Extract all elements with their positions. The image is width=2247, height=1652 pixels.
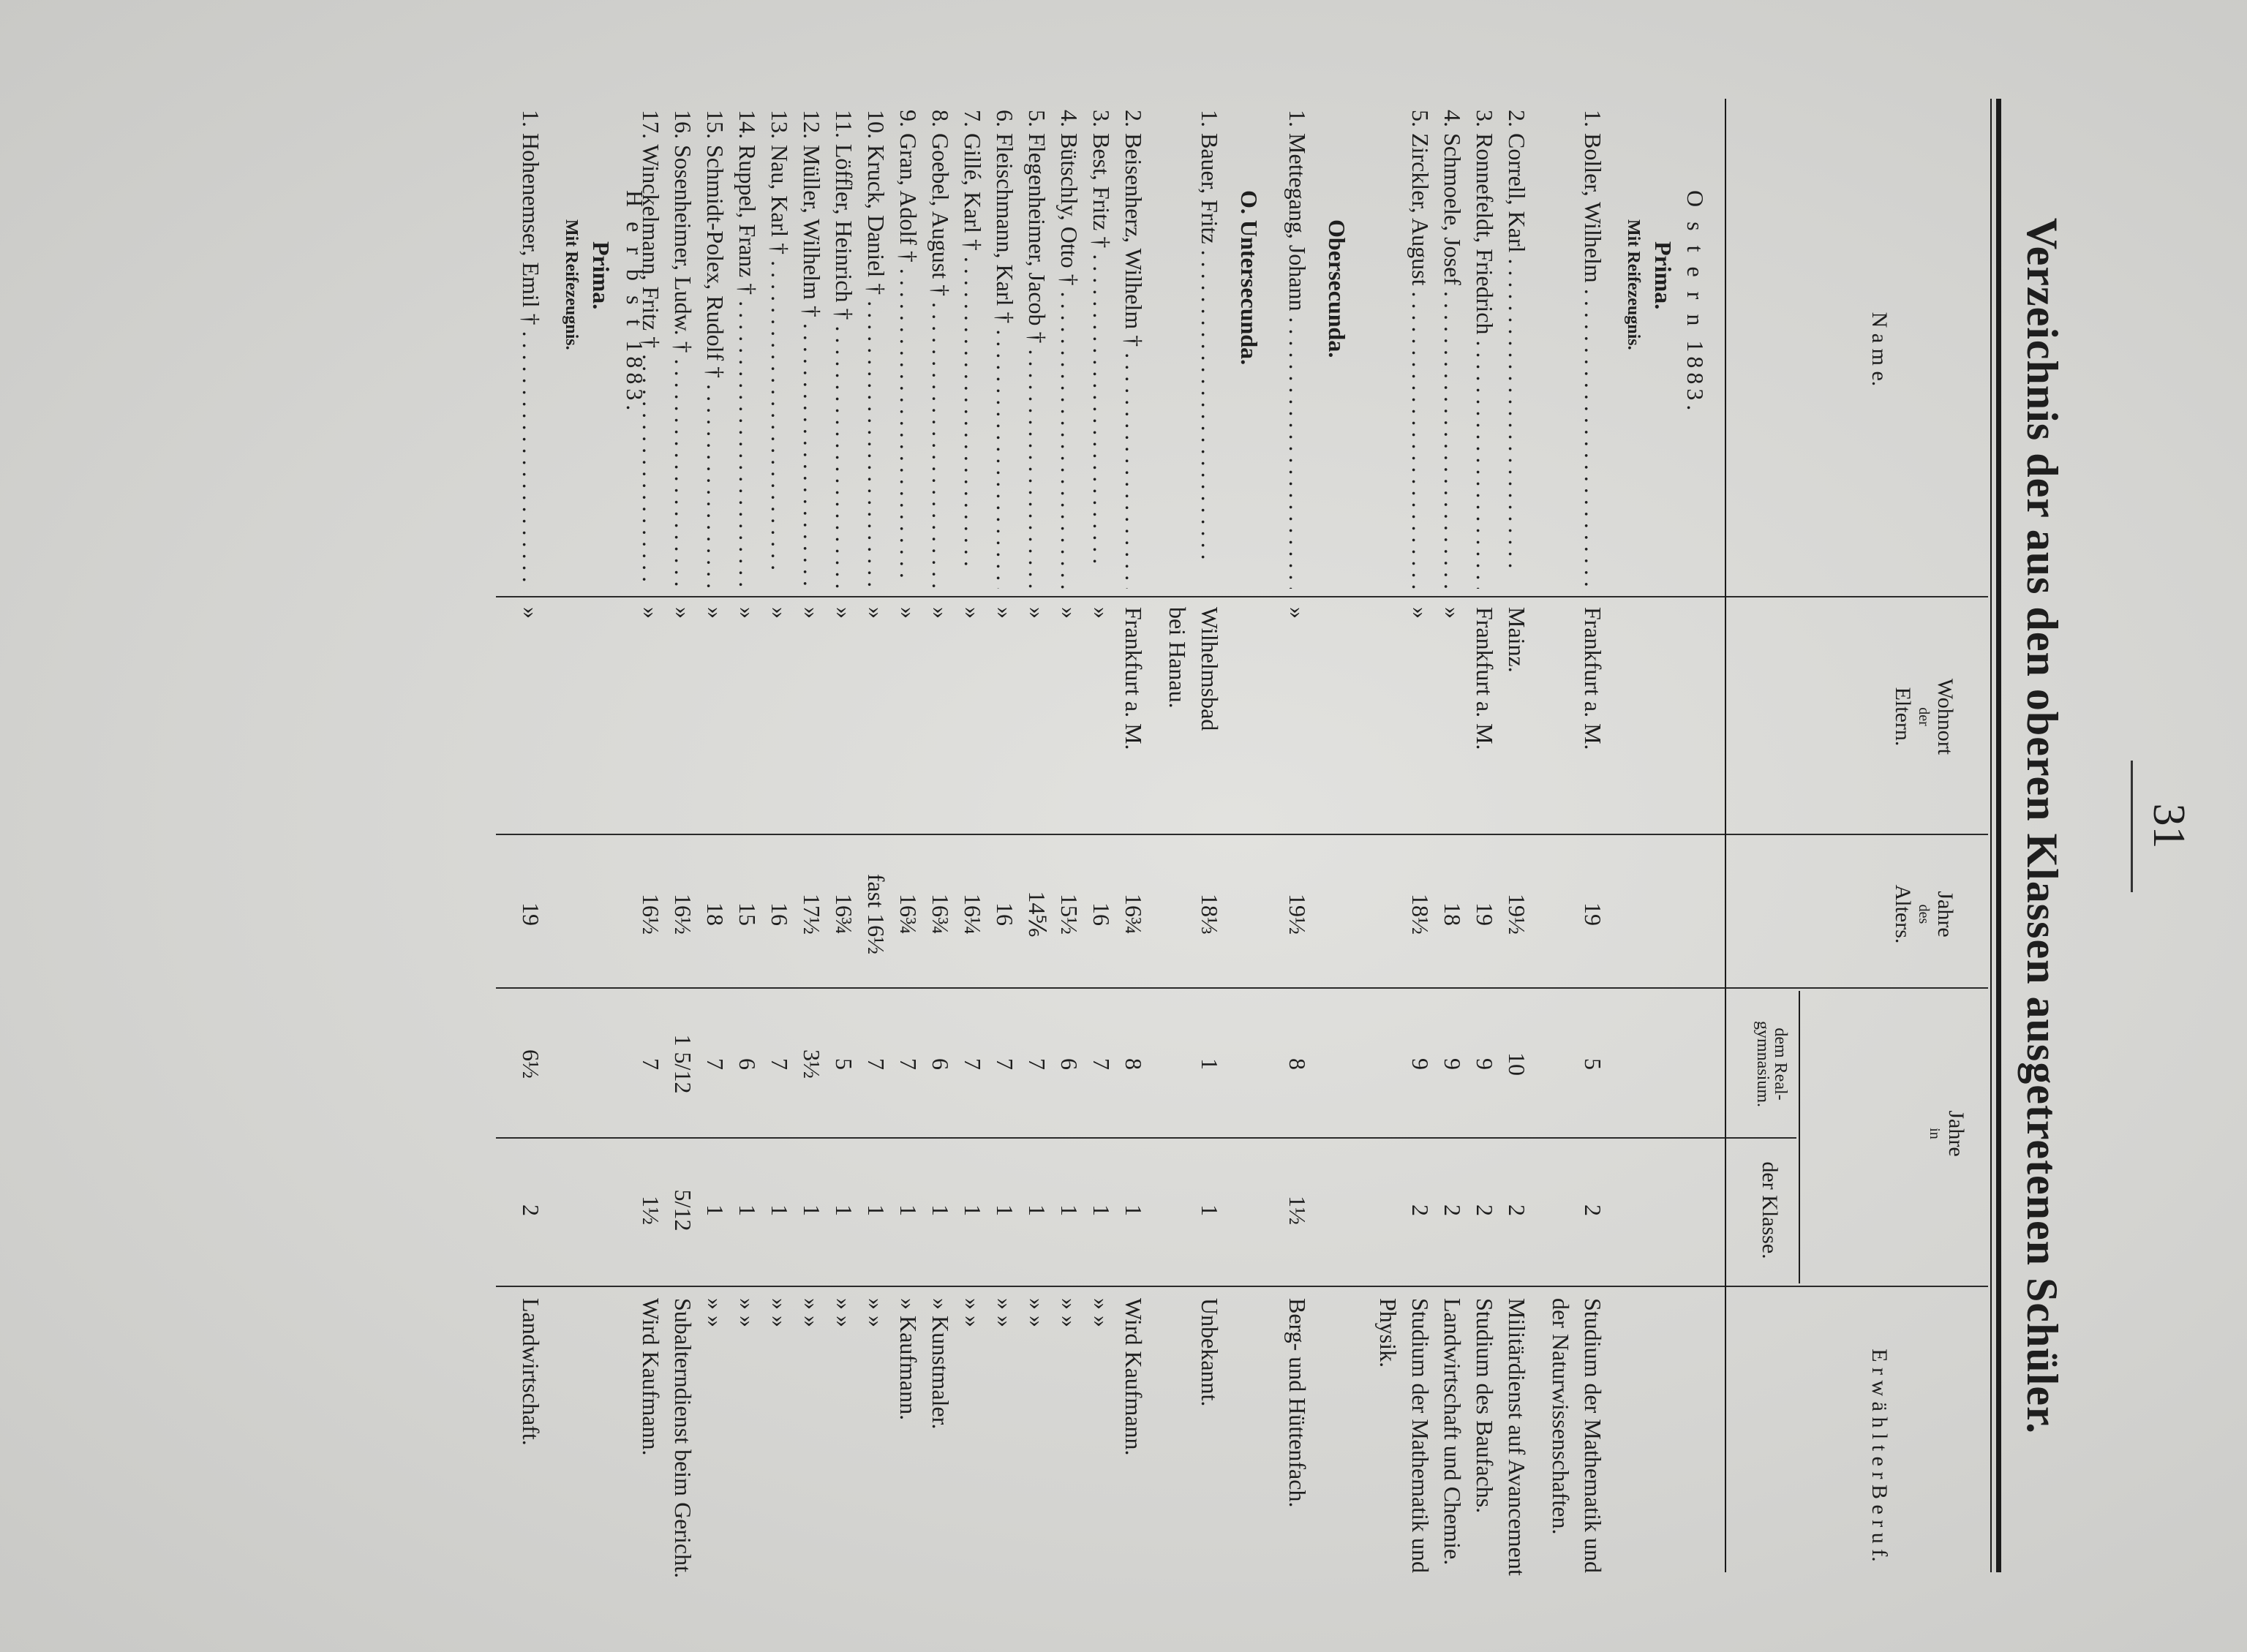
student-name: 1. Hohenemser, Emil † . . .: [515, 110, 547, 589]
chosen-career: Physik.: [1375, 1298, 1401, 1368]
years-in-school: 7: [1024, 1058, 1050, 1070]
chosen-career: Militärdienst auf Avancement: [1504, 1298, 1530, 1576]
chosen-career: » »: [1088, 1298, 1115, 1327]
table-row: [1469, 0, 1501, 1652]
section-obersecunda: Obersecunda.: [1324, 219, 1350, 358]
header-years-school-1: dem Real-: [1771, 1027, 1790, 1101]
header-age: [1890, 841, 1957, 987]
years-in-class: 1: [1088, 1204, 1115, 1216]
student-name: 17. Winckelmann, Fritz † . . .: [635, 110, 667, 589]
table-row: [635, 0, 667, 1652]
table-row: [860, 0, 892, 1652]
parents-residence: »: [518, 607, 544, 619]
table-row: [1118, 0, 1150, 1652]
years-in-class: 1: [863, 1204, 889, 1216]
section-prima-2: Prima.: [588, 241, 614, 310]
header-bottom-rule: [1725, 99, 1726, 1572]
table-row: [1053, 0, 1085, 1652]
parents-residence: »: [863, 607, 889, 619]
table-row: [1545, 0, 1577, 1652]
student-name: 10. Kruck, Daniel † . . .: [860, 110, 892, 589]
parents-residence: »: [960, 607, 986, 619]
years-in-class: 1: [927, 1204, 954, 1216]
age: 18½: [1407, 894, 1434, 935]
header-years-2: in: [1927, 1128, 1943, 1139]
section-prima-2-sub: Mit Reifezeugnis.: [562, 219, 581, 350]
student-name: 13. Nau, Karl † . . .: [764, 110, 796, 589]
parents-residence: »: [831, 607, 857, 619]
parents-residence: »: [799, 607, 825, 619]
years-in-class: 1: [1121, 1204, 1147, 1216]
header-years-1: Jahre: [1944, 1110, 1968, 1157]
years-in-class: 2: [1439, 1204, 1466, 1216]
parents-residence: »: [1024, 607, 1050, 619]
header-name: N a m e.: [1867, 312, 1892, 387]
years-in-class: 1: [831, 1204, 857, 1216]
years-in-class: 2: [1472, 1204, 1498, 1216]
student-name: 11. Löffler, Heinrich † . . .: [828, 110, 860, 589]
years-in-class: 1: [895, 1204, 922, 1216]
parents-residence: »: [895, 607, 922, 619]
parents-residence: Mainz.: [1504, 607, 1530, 673]
section-prima-1-sub: Mit Reifezeugnis.: [1624, 219, 1643, 350]
parents-residence: »: [1088, 607, 1115, 619]
years-in-class: 1: [702, 1204, 729, 1216]
years-in-school: 6½: [518, 1049, 544, 1079]
student-name: 16. Sosenheimer, Ludw. † . . .: [667, 110, 699, 589]
table-row: [1021, 0, 1053, 1652]
years-in-school: 1: [1197, 1058, 1223, 1070]
years-subheader-rule: [1799, 991, 1800, 1283]
parents-residence: »: [702, 607, 729, 619]
age: 16¾: [831, 894, 857, 935]
years-in-class: 1: [1024, 1204, 1050, 1216]
chosen-career: » »: [734, 1298, 761, 1327]
section-o-untersecunda: O. Untersecunda.: [1236, 190, 1262, 366]
student-name: 4. Bütschly, Otto † . . .: [1053, 110, 1085, 589]
header-career: E r w ä h l t e r B e r u f.: [1867, 1349, 1892, 1562]
years-in-school: 10: [1504, 1052, 1530, 1076]
years-in-class: 5/12: [670, 1189, 696, 1232]
years-in-school: 5: [1580, 1058, 1606, 1070]
parents-residence: bei Hanau.: [1164, 607, 1191, 709]
chosen-career: der Naturwissenschaften.: [1548, 1298, 1574, 1535]
parents-residence: Frankfurt a. M.: [1580, 607, 1606, 750]
student-name: 2. Correll, Karl . . .: [1501, 110, 1533, 589]
age: 16½: [670, 894, 696, 935]
parents-residence: »: [1056, 607, 1083, 619]
header-years-school-2: gymnasium.: [1753, 1021, 1772, 1107]
top-rule: [1996, 99, 2001, 1572]
age: 18: [702, 902, 729, 926]
years-in-school: 8: [1284, 1058, 1311, 1070]
years-in-class: 2: [1580, 1204, 1606, 1216]
header-years: [1927, 991, 1969, 1276]
parents-residence: »: [1439, 607, 1466, 619]
age: 16¼: [960, 894, 986, 935]
years-in-school: 7: [1088, 1058, 1115, 1070]
header-residence: [1890, 607, 1957, 826]
age: 19: [1580, 902, 1606, 926]
header-age-2: des: [1916, 904, 1932, 924]
top-rule-thin: [1990, 99, 1992, 1572]
years-in-class: 1: [734, 1204, 761, 1216]
years-in-class: 1: [960, 1204, 986, 1216]
table-row: [1372, 0, 1404, 1652]
table-row: [1194, 0, 1226, 1652]
years-in-class: 1: [1197, 1204, 1223, 1216]
years-in-school: 8: [1121, 1058, 1147, 1070]
years-in-school: 1 5/12: [670, 1034, 696, 1094]
years-in-class: 1: [799, 1204, 825, 1216]
table-row: [731, 0, 764, 1652]
years-in-school: 7: [702, 1058, 729, 1070]
age: 15½: [1056, 894, 1083, 935]
age: 16: [767, 902, 793, 926]
age: 16: [992, 902, 1018, 926]
table-row: [515, 0, 547, 1652]
chosen-career: Landwirtschaft.: [518, 1298, 544, 1446]
age: 16: [1088, 902, 1115, 926]
age: 15: [734, 902, 761, 926]
chosen-career: Studium der Mathematik und: [1407, 1298, 1434, 1573]
chosen-career: » »: [831, 1298, 857, 1327]
student-name: 2. Beisenherz, Wilhelm † . . .: [1118, 110, 1150, 589]
parents-residence: »: [670, 607, 696, 619]
student-name: 1. Mettegang, Johann . . .: [1281, 110, 1314, 589]
age: 16¾: [895, 894, 922, 935]
age: 19½: [1284, 894, 1311, 935]
parents-residence: »: [992, 607, 1018, 619]
student-name: 3. Ronnefeldt, Friedrich . . .: [1469, 110, 1501, 589]
years-in-school: 6: [1056, 1058, 1083, 1070]
years-in-school: 5: [831, 1058, 857, 1070]
table-row: [1404, 0, 1437, 1652]
age: 19: [1472, 902, 1498, 926]
parents-residence: »: [767, 607, 793, 619]
student-name: 9. Gran, Adolf † . . .: [892, 110, 925, 589]
chosen-career: » Kunstmaler.: [927, 1298, 954, 1430]
table-row: [1437, 0, 1469, 1652]
header-years-class: der Klasse.: [1758, 1161, 1782, 1259]
chosen-career: » Kaufmann.: [895, 1298, 922, 1421]
table-row: [667, 0, 699, 1652]
years-in-school: 7: [895, 1058, 922, 1070]
chosen-career: Landwirtschaft und Chemie.: [1439, 1298, 1466, 1566]
table-row: [1501, 0, 1533, 1652]
page-number: 31: [2144, 803, 2194, 849]
years-in-class: 1: [992, 1204, 1018, 1216]
header-years-school: [1754, 991, 1789, 1137]
student-name: 8. Goebel, August † . . .: [925, 110, 957, 589]
student-name: 6. Fleischmann, Karl † . . .: [989, 110, 1021, 589]
header-residence-1: Wohnort: [1933, 678, 1957, 755]
table-row: [1162, 0, 1194, 1652]
age: 18⅓: [1197, 894, 1223, 935]
years-in-class: 1½: [1284, 1196, 1311, 1225]
table-row: [1085, 0, 1118, 1652]
student-name: 14. Ruppel, Franz † . . .: [731, 110, 764, 589]
years-in-class: 2: [1407, 1204, 1434, 1216]
chosen-career: » »: [960, 1298, 986, 1327]
table-row: [764, 0, 796, 1652]
age: 18: [1439, 902, 1466, 926]
parents-residence: »: [734, 607, 761, 619]
table-row: [699, 0, 731, 1652]
student-name: 12. Müller, Wilhelm † . . .: [796, 110, 828, 589]
student-name: 1. Bauer, Fritz . . .: [1194, 110, 1226, 589]
years-in-school: 7: [863, 1058, 889, 1070]
chosen-career: Studium des Baufachs.: [1472, 1298, 1498, 1514]
chosen-career: » »: [799, 1298, 825, 1327]
section-ostern: O s t e r n 1883.: [1682, 190, 1709, 415]
age: 14⅚: [1024, 891, 1050, 938]
table-row: [989, 0, 1021, 1652]
table-row: [1577, 0, 1609, 1652]
age: 17½: [799, 894, 825, 935]
chosen-career: » »: [1024, 1298, 1050, 1327]
chosen-career: Wird Kaufmann.: [638, 1298, 664, 1456]
header-residence-2: der: [1916, 707, 1932, 726]
years-in-school: 3½: [799, 1049, 825, 1079]
student-name: 7. Gillé, Karl † . . .: [957, 110, 989, 589]
parents-residence: »: [638, 607, 664, 619]
table-row: [957, 0, 989, 1652]
age: 19½: [1504, 894, 1530, 935]
years-in-school: 9: [1472, 1058, 1498, 1070]
chosen-career: Berg- und Hüttenfach.: [1284, 1298, 1311, 1508]
chosen-career: Subalterndienst beim Gericht.: [670, 1298, 696, 1579]
table-row: [828, 0, 860, 1652]
chosen-career: » »: [992, 1298, 1018, 1327]
header-age-3: Alters.: [1891, 884, 1916, 944]
age: 16½: [638, 894, 664, 935]
age: fast 16½: [863, 873, 889, 955]
section-prima-1: Prima.: [1650, 241, 1676, 310]
table-row: [925, 0, 957, 1652]
age: 19: [518, 902, 544, 926]
header-age-1: Jahre: [1933, 891, 1957, 938]
years-in-school: 7: [638, 1058, 664, 1070]
student-name: 4. Schmoele, Josef . . .: [1437, 110, 1469, 589]
years-in-school: 9: [1407, 1058, 1434, 1070]
page-title: Verzeichnis der aus den oberen Klassen ausgetretenen Schüler.: [2018, 217, 2066, 1435]
chosen-career: » »: [767, 1298, 793, 1327]
years-in-school: 9: [1439, 1058, 1466, 1070]
years-in-school: 7: [767, 1058, 793, 1070]
table-row: [892, 0, 925, 1652]
student-name: 1. Boller, Wilhelm . . .: [1577, 110, 1609, 589]
section-herbst: H e r b s t 1883.: [622, 190, 648, 415]
years-in-class: 1½: [638, 1196, 664, 1225]
chosen-career: » »: [702, 1298, 729, 1327]
student-name: 5. Zirckler, August . . .: [1404, 110, 1437, 589]
years-in-class: 1: [767, 1204, 793, 1216]
table-row: [796, 0, 828, 1652]
chosen-career: » »: [1056, 1298, 1083, 1327]
student-name: 3. Best, Fritz † . . .: [1085, 110, 1118, 589]
years-in-class: 1: [1056, 1204, 1083, 1216]
student-name: 5. Flegenheimer, Jacob † . . .: [1021, 110, 1053, 589]
chosen-career: Studium der Mathematik und: [1580, 1298, 1606, 1573]
header-residence-3: Eltern.: [1891, 687, 1916, 747]
parents-residence: »: [1407, 607, 1434, 619]
years-in-school: 6: [927, 1058, 954, 1070]
age: 16¾: [927, 894, 954, 935]
parents-residence: Frankfurt a. M.: [1472, 607, 1498, 750]
parents-residence: »: [927, 607, 954, 619]
chosen-career: » »: [863, 1298, 889, 1327]
table-row: [1281, 0, 1314, 1652]
age: 16¾: [1121, 894, 1147, 935]
years-in-school: 7: [960, 1058, 986, 1070]
parents-residence: Wilhelmsbad: [1197, 607, 1223, 731]
parents-residence: Frankfurt a. M.: [1121, 607, 1147, 750]
chosen-career: Wird Kaufmann.: [1121, 1298, 1147, 1456]
student-name: 15. Schmidt-Polex, Rudolf † . . .: [699, 110, 731, 589]
years-in-class: 2: [1504, 1204, 1530, 1216]
parents-residence: »: [1284, 607, 1311, 619]
years-in-school: 6: [734, 1058, 761, 1070]
years-in-school: 7: [992, 1058, 1018, 1070]
chosen-career: Unbekannt.: [1197, 1298, 1223, 1407]
page-number-underline: [2131, 761, 2133, 892]
years-in-class: 2: [518, 1204, 544, 1216]
